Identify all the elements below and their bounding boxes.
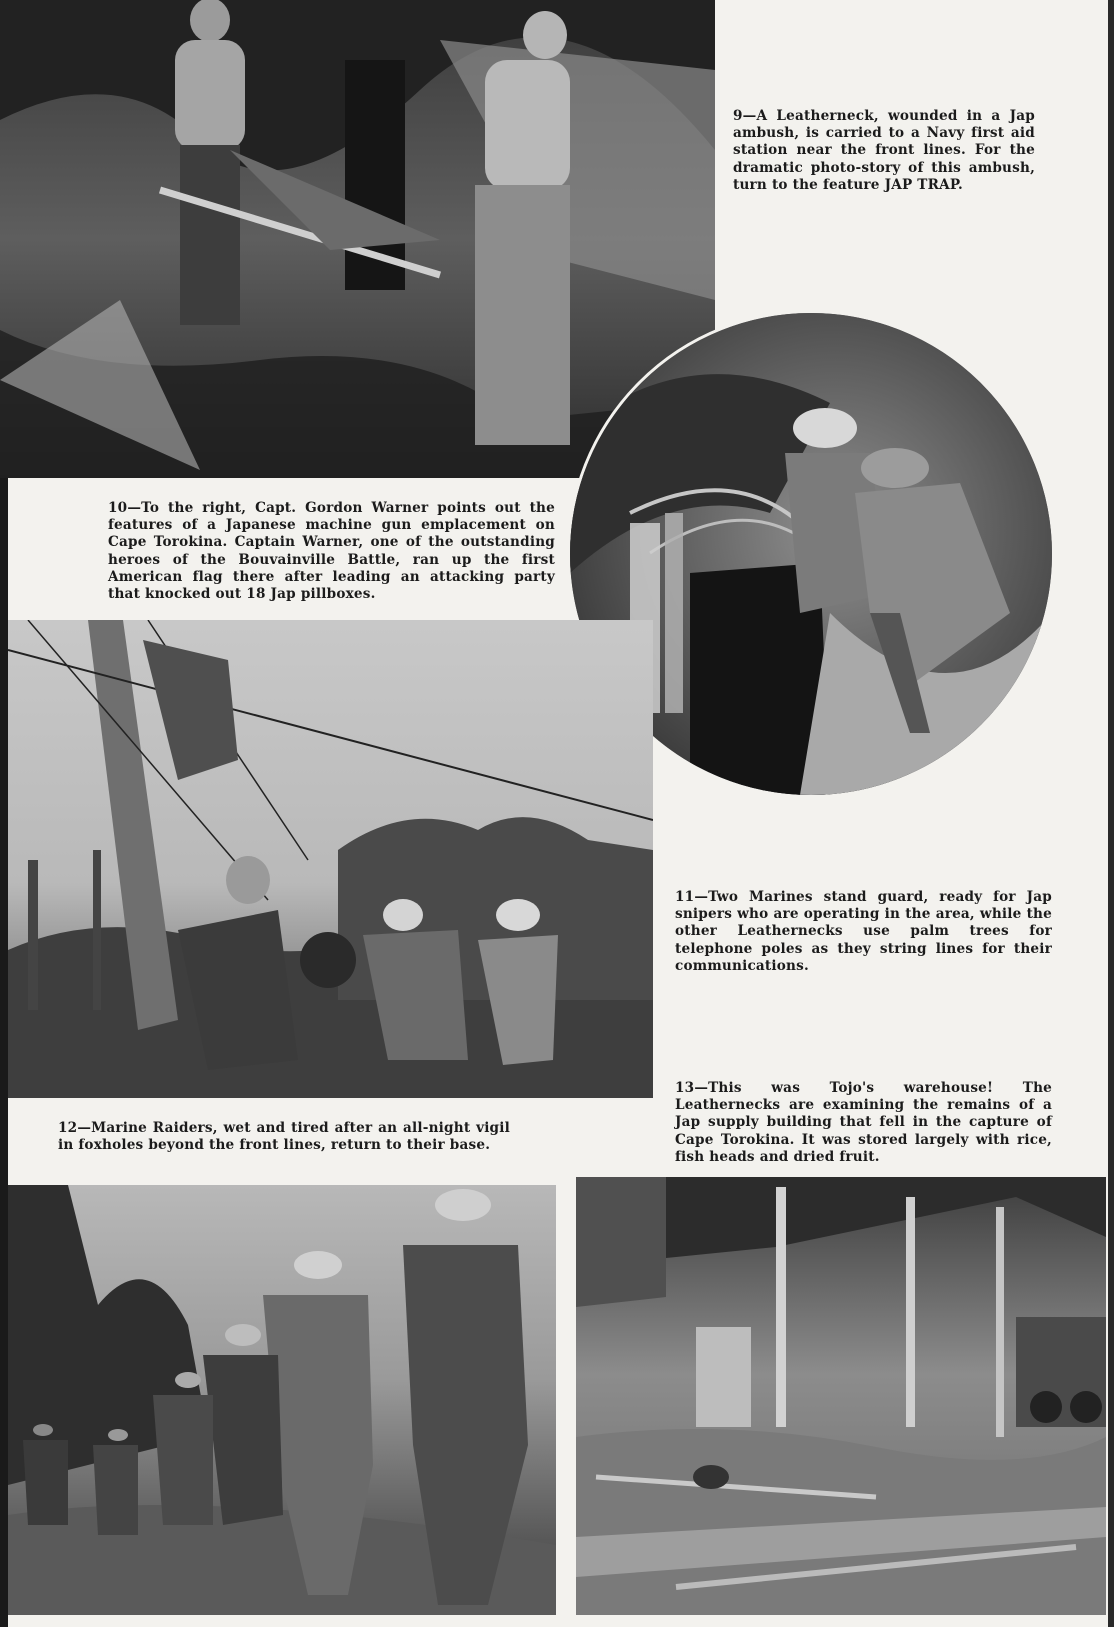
caption-11: 11—Two Marines stand guard, ready for Jap snipers who are operating in the area, while the other Leathernecks use palm trees for telephone poles as they string lines for their communications. [675, 889, 1052, 974]
photo-tojo-warehouse [576, 1177, 1106, 1615]
caption-9: 9—A Leatherneck, wounded in a Jap ambush, is carried to a Navy first aid station near the front lines. For the dramatic photo-story of this ambush, turn to the feature JAP TRAP. [733, 108, 1035, 193]
caption-10: 10—To the right, Capt. Gordon Warner points out the features of a Japanese machine gun emplacement on Cape Torokina. Captain Warner, one of the outstanding heroes of the Bouvainville Battle, ran up the first American flag there after leading an attacking party that knocked out 18 Jap pillboxes. [108, 500, 555, 603]
photo-stretcher-bearers [0, 0, 715, 478]
photo-telephone-lines [8, 620, 653, 1098]
page-edge-right [1108, 0, 1114, 1627]
caption-12: 12—Marine Raiders, wet and tired after an all-night vigil in foxholes beyond the front lines, return to their base. [58, 1120, 510, 1154]
caption-13: 13—This was Tojo's warehouse! The Leathernecks are examining the remains of a Jap supply building that fell in the capture of Cape Torokina. It was stored largely with rice, fish heads and dried fruit. [675, 1080, 1052, 1165]
photo-marine-raiders [8, 1185, 556, 1615]
